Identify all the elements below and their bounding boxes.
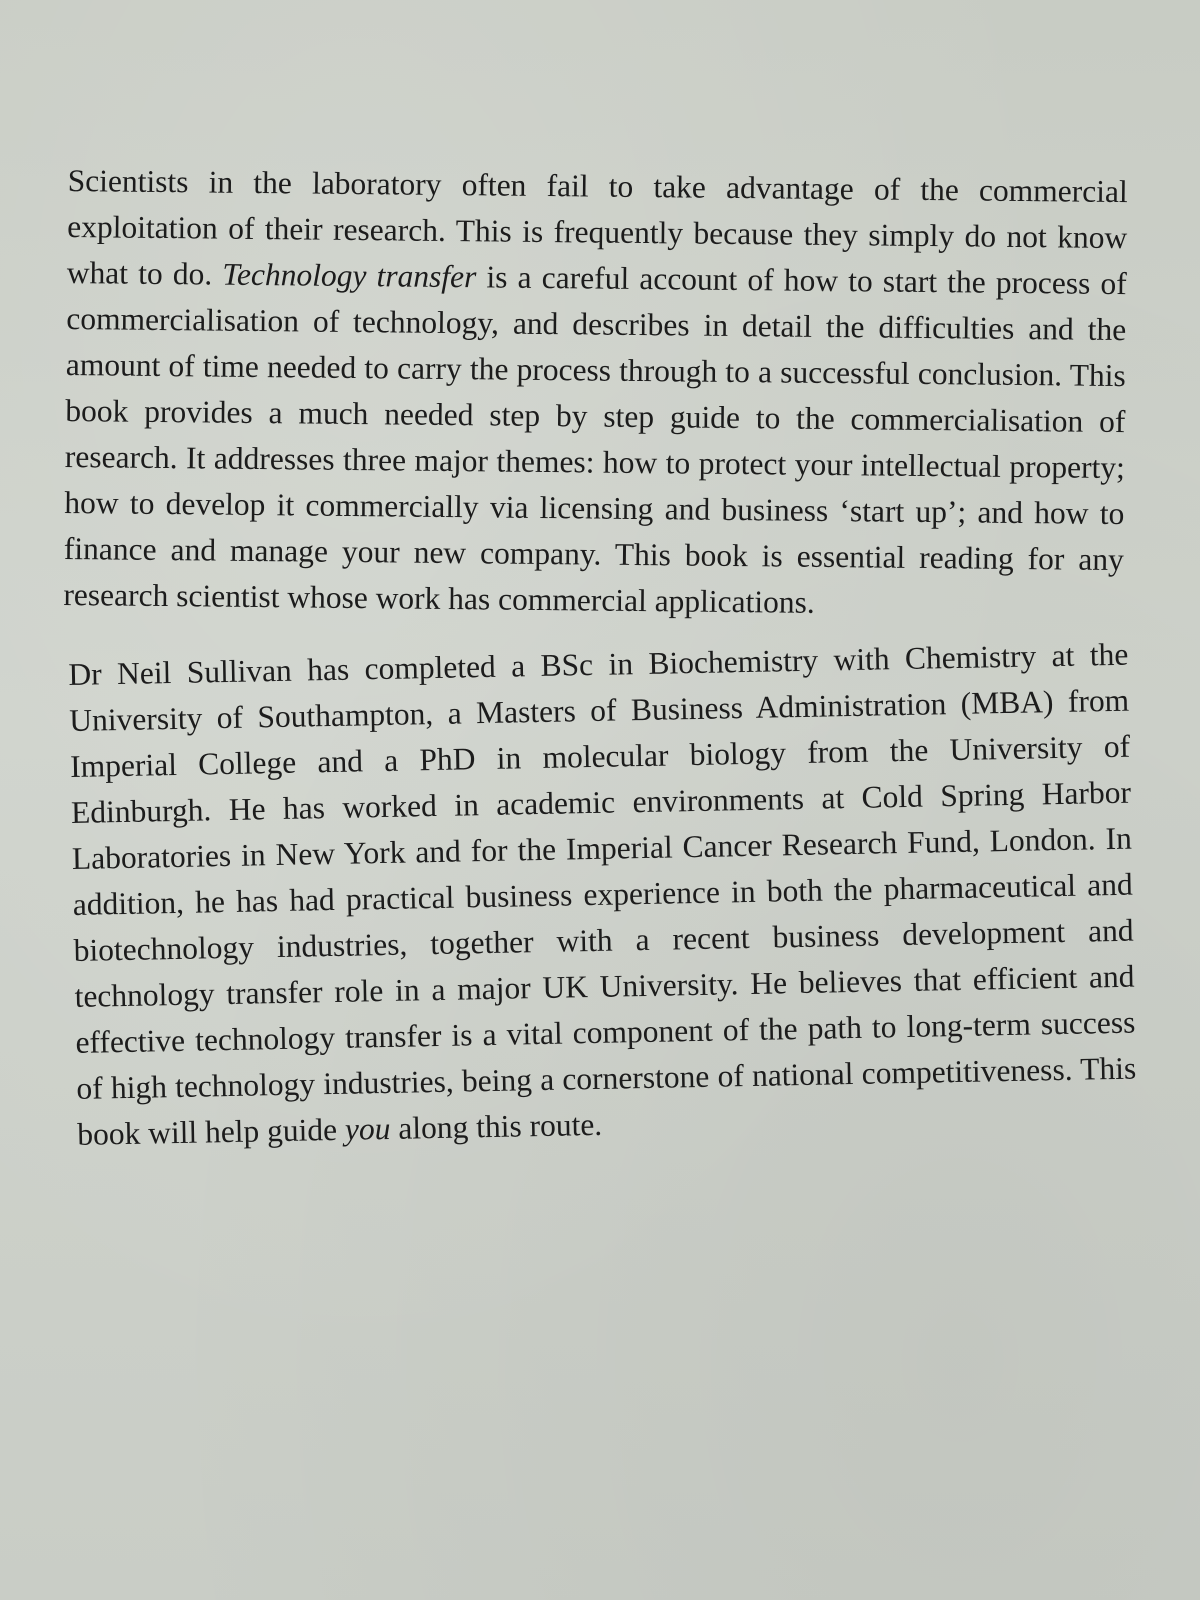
description-text-end: is a careful account of how to start the process of commercialisation of technology, and describes in detail the difficulties and the amount of time needed to carry the process through to a successful conclusion. This book provides a much needed step by step guide to the commercialisation of research. It addresses three major themes: how to protect your intellectual property; how to develop it commercially via licensing and business ‘start up’; and how to finance and manage your new company. This book is essential reading for any research scientist whose work has commercial applications. (63, 259, 1127, 620)
description-text-start: Scientists in the laboratory often fail to take advantage of the commercial exploitation of their research. This is frequently because they simply do not know what to do. (66, 162, 1128, 292)
bio-text-start: Dr Neil Sullivan has completed a BSc in Biochemistry with Chemistry at the University of Southampton, a Masters of Business Administration (MBA) from Imperial College and a PhD in molecular biology from the University of Edinburgh. He has worked in academic environments at Cold Spring Harbor Laboratories in New York and for the Imperial Cancer Research Fund, London. In addition, he has had practical business experience in both the pharmaceutical and biotechnology industries, together with a recent business development and technology transfer role in a major UK University. He believes that efficient and effective technology transfer is a vital component of the path to long-term success of high technology industries, being a cornerstone of national competitiveness. This book will help guide (68, 636, 1137, 1152)
bio-text-end: along this route. (390, 1106, 603, 1146)
book-description-paragraph (63, 158, 1128, 629)
author-bio-paragraph (68, 632, 1138, 1158)
bio-italic-word: you (344, 1110, 391, 1147)
book-title-italic: Technology transfer (222, 256, 477, 295)
